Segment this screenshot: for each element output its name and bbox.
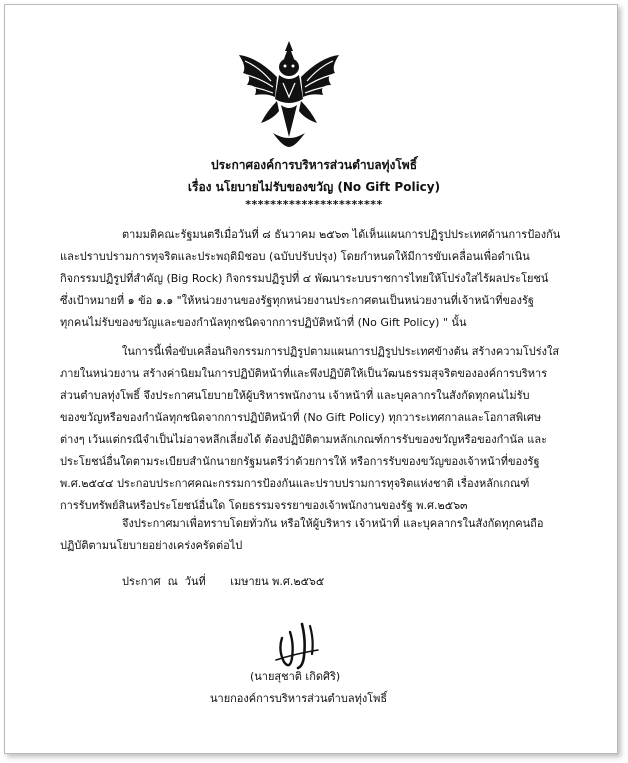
paragraph-3	[60, 513, 575, 557]
announcement-title: ประกาศองค์การบริหารส่วนตำบลทุ่งโพธิ์	[210, 158, 418, 172]
paragraph-line: ซึ่งเป้าหมายที่ ๑ ข้อ ๑.๑ "ให้หน่วยงานของรัฐทุกหน่วยงานประกาศตนเป็นหน่วยงานที่เจ้าหน้าที่ของรัฐ	[60, 294, 534, 307]
paragraph-line: ส่วนตำบลทุ่งโพธิ์ จึงประกาศนโยบายให้ผู้บริหารพนักงาน เจ้าหน้าที่ และบุคลากรในสังกัดทุกคนไม่รับ	[60, 389, 530, 402]
garuda-emblem-icon	[233, 37, 345, 149]
separator-line: **********************	[245, 198, 383, 211]
paragraph-line: และปราบปรามการทุจริตและประพฤติมิชอบ (ฉบับปรับปรุง) โดยกำหนดให้มีการขับเคลื่อนเพื่อดำเนิน	[60, 250, 530, 263]
signatory-title: นายกองค์การบริหารส่วนตำบลทุ่งโพธิ์	[210, 692, 388, 705]
announcement-subject: เรื่อง นโยบายไม่รับของขวัญ (No Gift Policy)	[187, 180, 441, 194]
paragraph-2	[60, 341, 575, 517]
paragraph-line: ในการนี้เพื่อขับเคลื่อนกิจกรรมการปฏิรูปตามแผนการปฏิรูปประเทศข้างต้น สร้างความโปร่งใส	[122, 345, 560, 358]
paragraph-line: ต่างๆ เว้นแต่กรณีจำเป็นไม่อาจหลีกเลี่ยงได้ ต้องปฏิบัติตามหลักเกณฑ์การรับของขวัญหรือของกำนัล และ	[60, 433, 547, 446]
paragraph-line: ปฏิบัติตามนโยบายอย่างเคร่งครัดต่อไป	[60, 539, 243, 552]
paragraph-line: ประโยชน์อื่นใดตามระเบียบสำนักนายกรัฐมนตรีว่าด้วยการให้ หรือการรับของขวัญของเจ้าหน้าที่ของรัฐ	[60, 455, 540, 468]
paragraph-line: พ.ศ.๒๕๔๔ ประกอบประกาศคณะกรรมการป้องกันและปราบปรามการทุจริตแห่งชาติ เรื่องหลักเกณฑ์	[60, 477, 530, 490]
paragraph-1	[60, 224, 575, 334]
signatory-name: (นายสุชาติ เกิดศิริ)	[250, 670, 341, 683]
paragraph-line: การรับทรัพย์สินหรือประโยชน์อื่นใด โดยธรรมจรรยาของเจ้าพนักงานของรัฐ พ.ศ.๒๕๖๓	[60, 499, 468, 512]
paragraph-line: ทุกคนไม่รับของขวัญและของกำนัลทุกชนิดจากการปฏิบัติหน้าที่ (No Gift Policy) " นั้น	[60, 316, 467, 329]
announcement-dateline: ประกาศ ณ วันที่ เมษายน พ.ศ.๒๕๖๕	[122, 575, 325, 588]
paragraph-line: กิจกรรมปฏิรูปที่สำคัญ (Big Rock) กิจกรรมปฏิรูปที่ ๔ พัฒนาระบบราชการไทยให้โปร่งใสไร้ผลประโยชน์	[60, 272, 549, 285]
paragraph-line: ของขวัญหรือของกำนัลทุกชนิดจากการปฏิบัติหน้าที่ (No Gift Policy) ทุกวาระเทศกาลและโอกาสพิเศษ	[60, 411, 542, 424]
paragraph-line: ภายในหน่วยงาน สร้างค่านิยมในการปฏิบัติหน้าที่และพึงปฏิบัติให้เป็นวัฒนธรรมสุจริตขององค์การบริหาร	[60, 367, 548, 380]
paragraph-line: ตามมติคณะรัฐมนตรีเมื่อวันที่ ๘ ธันวาคม ๒๕๖๓ ได้เห็นแผนการปฏิรูปประเทศด้านการป้องกัน	[122, 228, 561, 241]
paragraph-line: จึงประกาศมาเพื่อทราบโดยทั่วกัน หรือให้ผู้บริหาร เจ้าหน้าที่ และบุคลากรในสังกัดทุกคนถือ	[122, 517, 544, 530]
